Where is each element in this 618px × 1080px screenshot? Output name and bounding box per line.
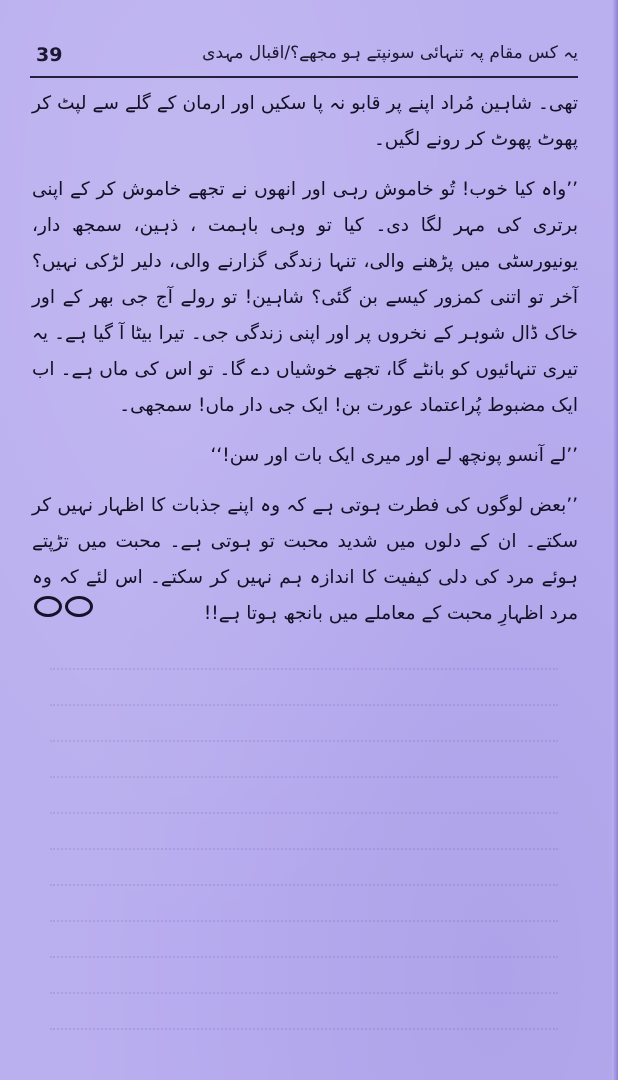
page-number: 39 xyxy=(36,44,63,66)
paragraph-1: تھی۔ شاہین مُراد اپنے پر قابو نہ پا سکیں اور ارمان کے گلے سے لپٹ کر پھوٹ پھوٹ کر رونے لگیں۔ xyxy=(32,93,578,150)
end-circle-icon xyxy=(34,596,62,617)
show-through-line xyxy=(50,848,558,850)
show-through-line xyxy=(50,776,558,778)
body-text xyxy=(32,86,578,646)
paragraph-3: ’’لے آنسو پونچھ لے اور میری ایک بات اور سن!‘‘ xyxy=(210,445,578,466)
end-circle-icon xyxy=(65,596,93,617)
paragraph-2: ’’واہ کیا خوب! تُو خاموش رہی اور انھوں نے تجھے خاموش کر کے اپنی برتری کی مہر لگا دی۔ کیا تو وہی باہمت ، ذہین، سمجھ دار، یونیورسٹی میں پڑھنے والی، تنہا زندگی گزارنے والی، دلیر لڑکی نہیں؟ آخر تو اتنی کمزور کیسے بن گئی؟ شاہین! تو رولے آج جی بھر کے اور خاک ڈال شوہر کے نخروں پر اور اپنی زندگی جی۔ تیرا بیٹا آ گیا ہے۔ یہ تیری تنہائیوں کو بانٹے گا، تجھے خوشیاں دے گا۔ تو اس کی ماں ہے۔ اب ایک مضبوط پُراعتماد عورت بن! ایک جی دار ماں! سمجھی۔ xyxy=(32,179,578,416)
paragraph-4: ’’بعض لوگوں کی فطرت ہوتی ہے کہ وہ اپنے جذبات کا اظہار نہیں کر سکتے۔ ان کے دلوں میں شدید محبت تو ہوتی ہے۔ محبت میں تڑپتے ہوئے مرد کی دلی کیفیت کا اندازہ ہم نہیں کر سکتے۔ اس لئے کہ وہ مرد اظہارِ محبت کے معاملے میں بانجھ ہوتا ہے!! xyxy=(32,495,578,624)
show-through-line xyxy=(50,740,558,742)
show-through-line xyxy=(50,884,558,886)
page-header xyxy=(28,40,578,80)
show-through-line xyxy=(50,992,558,994)
show-through-line xyxy=(50,668,558,670)
show-through-line xyxy=(50,812,558,814)
show-through-line xyxy=(50,920,558,922)
show-through-line xyxy=(50,1028,558,1030)
show-through-line xyxy=(50,956,558,958)
page-edge-shadow xyxy=(612,0,618,1080)
header-rule xyxy=(30,76,578,78)
end-of-story-mark xyxy=(34,596,104,618)
running-title: یہ کس مقام پہ تنہائی سونپتے ہو مجھے؟/اقبال مہدی xyxy=(202,43,578,63)
show-through-line xyxy=(50,704,558,706)
